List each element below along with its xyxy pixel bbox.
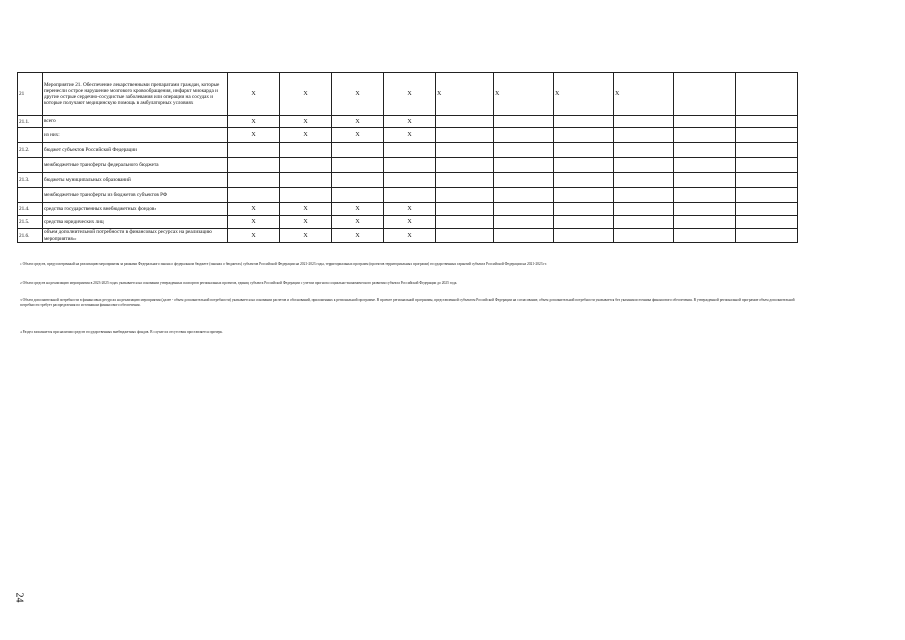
table-cell: [614, 188, 674, 203]
table-cell: [228, 158, 280, 173]
table-cell: [614, 203, 674, 216]
table-cell: [332, 173, 384, 188]
table-cell: [280, 143, 332, 158]
table-cell: X: [332, 116, 384, 128]
table-cell: [332, 158, 384, 173]
row-name-text: бюджеты муниципальных образований: [44, 176, 131, 183]
table-cell: [332, 143, 384, 158]
table-cell: [494, 229, 554, 243]
table-cell: X: [554, 73, 614, 116]
table-cell: X: [280, 73, 332, 116]
table-cell: X: [384, 229, 436, 243]
table-cell: X: [228, 229, 280, 243]
footnote-3: $^3$ Объем дополнительной потребности в финансовых ресурсах на реализацию мероприятия (далее - объем дополнительной потребности) указывается на основании расчетов и обоснований, приложенных к региональной программе. В проекте региональной программы, представленной субъектом Российской Федерации на согласование, объем дополнительной потребности указывается без указания источника финансового обеспечения. В утвержденной региональной программе объем дополнительной потребности требует распределения по источникам финансового обеспечения.: [20, 298, 795, 307]
table-cell: [736, 158, 798, 173]
table-cell: [332, 188, 384, 203]
table-cell: X: [280, 216, 332, 229]
table-cell: X: [494, 73, 554, 116]
row-name: [43, 203, 228, 216]
row-number: [18, 158, 43, 173]
table-cell: [674, 216, 736, 229]
table-cell: [436, 203, 494, 216]
row-number: 21.1.: [18, 116, 43, 128]
table-cell: [228, 188, 280, 203]
table-cell: [614, 143, 674, 158]
row-name-text: бюджет субъектов Российской Федерации: [44, 146, 137, 153]
table-cell: [614, 128, 674, 143]
table-cell: X: [228, 73, 280, 116]
table-cell: X: [228, 203, 280, 216]
table-cell: [736, 116, 798, 128]
table-cell: [554, 203, 614, 216]
row-number: 21.4.: [18, 203, 43, 216]
row-name-text: Мероприятие 21. Обеспечение лекарственными препаратами граждан, которые перенесли острое нарушение мозгового кровообращения, инфаркт миокарда и другие острые сердечно-сосудистые заболевания или операции на сосудах и которые получают медицинскую помощь в амбулаторных условиях: [44, 81, 220, 107]
table-cell: [554, 216, 614, 229]
table-cell: X: [384, 128, 436, 143]
table-cell: [554, 173, 614, 188]
table-cell: [436, 128, 494, 143]
table-cell: [736, 188, 798, 203]
row-name: [43, 73, 228, 116]
table-cell: [554, 143, 614, 158]
row-name: [43, 143, 228, 158]
row-name: [43, 188, 228, 203]
table-cell: [494, 173, 554, 188]
table-row: [18, 73, 798, 116]
table-cell: [436, 143, 494, 158]
footnote-ref: 10: [72, 236, 77, 241]
table-cell: [554, 158, 614, 173]
table-cell: X: [332, 128, 384, 143]
row-name: [43, 116, 228, 128]
table-cell: [674, 128, 736, 143]
table-row: [18, 158, 798, 173]
row-name: [43, 158, 228, 173]
table-cell: [614, 216, 674, 229]
table-row: [18, 116, 798, 128]
row-number: 21.5.: [18, 216, 43, 229]
table-cell: [674, 229, 736, 243]
table-row: [18, 173, 798, 188]
table-cell: X: [228, 216, 280, 229]
table-cell: [436, 188, 494, 203]
table-cell: [614, 158, 674, 173]
table-cell: [674, 143, 736, 158]
funding-table: [17, 72, 798, 243]
row-number: [18, 128, 43, 143]
table-cell: X: [332, 229, 384, 243]
table-cell: [280, 188, 332, 203]
table-cell: [494, 216, 554, 229]
table-cell: [436, 158, 494, 173]
table-cell: X: [280, 203, 332, 216]
row-name: [43, 216, 228, 229]
table-cell: X: [332, 203, 384, 216]
table-cell: [280, 173, 332, 188]
table-cell: X: [228, 116, 280, 128]
table-cell: [384, 173, 436, 188]
table-cell: [228, 143, 280, 158]
row-name-text: всего: [44, 118, 56, 125]
table-cell: [614, 229, 674, 243]
table-cell: [736, 216, 798, 229]
table-cell: [436, 173, 494, 188]
row-number: [18, 188, 43, 203]
table-cell: [674, 73, 736, 116]
row-name-text: объем дополнительной потребности в финансовых ресурсах на реализацию мероприятия: [44, 229, 212, 242]
table-cell: [554, 128, 614, 143]
table-cell: [494, 203, 554, 216]
row-number: 21.2.: [18, 143, 43, 158]
table-cell: [436, 229, 494, 243]
table-cell: [736, 73, 798, 116]
table-row: [18, 216, 798, 229]
table-row: [18, 203, 798, 216]
table-row: [18, 143, 798, 158]
table-cell: [384, 158, 436, 173]
table-cell: [736, 229, 798, 243]
table-cell: X: [228, 128, 280, 143]
table-row: [18, 128, 798, 143]
table-cell: [436, 216, 494, 229]
table-cell: [554, 188, 614, 203]
table-cell: [494, 128, 554, 143]
table-row: [18, 229, 798, 243]
table-cell: X: [332, 216, 384, 229]
table-cell: X: [436, 73, 494, 116]
row-name: [43, 173, 228, 188]
table-cell: [384, 143, 436, 158]
table-cell: X: [280, 116, 332, 128]
row-number: 21.6.: [18, 229, 43, 243]
table-cell: [554, 116, 614, 128]
table-cell: [736, 173, 798, 188]
table-cell: [494, 143, 554, 158]
row-name-text: межбюджетные трансферты федерального бюджета: [44, 161, 159, 168]
table-cell: [674, 173, 736, 188]
table-cell: [494, 158, 554, 173]
table-cell: [736, 128, 798, 143]
table-cell: [674, 158, 736, 173]
row-name-text: средства юридических лиц: [44, 218, 104, 225]
table-cell: [494, 188, 554, 203]
table-cell: [554, 229, 614, 243]
table-cell: [384, 188, 436, 203]
table-cell: X: [614, 73, 674, 116]
table-cell: [674, 188, 736, 203]
footnote-4: $^4$ Раздел заполняется при наличии средств государственных внебюджетных фондов. В случае их отсутствия проставляется прочерк.: [20, 330, 223, 334]
footnote-2: $^2$ Объем средств на реализацию мероприятия в 2023-2025 годах указывается на основании утвержденных паспортов региональных проектов, единиц субъекта Российской Федерации с учетом прогноза социально-экономического развития субъекта Российской Федерации до 2025 года.: [20, 281, 458, 285]
table-cell: [736, 143, 798, 158]
footnote-1: $^1$ Объем средств, предусмотренный на реализацию мероприятия за рамками Федерального закона о федеральном бюджете (законах о бюджетах) субъектов Российской Федерации на 2021-2023 годы, территориальных программ (проектов территориальных программ) государственных гарантий субъекта Российской Федерации на 2021-2023 гг.: [20, 262, 547, 266]
table-cell: [494, 116, 554, 128]
table-cell: [228, 173, 280, 188]
row-name-text: средства государственных внебюджетных фондов: [44, 205, 155, 212]
row-name-text: межбюджетные трансферты из бюджетов субъектов РФ: [44, 191, 168, 198]
row-number: 21: [18, 73, 43, 116]
table-row: [18, 188, 798, 203]
table-cell: X: [384, 116, 436, 128]
table-cell: [674, 116, 736, 128]
table-cell: X: [384, 73, 436, 116]
table-cell: [614, 173, 674, 188]
table-cell: [674, 203, 736, 216]
table-cell: [736, 203, 798, 216]
footnote-ref: 3: [154, 206, 157, 211]
table-cell: X: [280, 128, 332, 143]
table-cell: X: [384, 203, 436, 216]
table-cell: X: [332, 73, 384, 116]
table-cell: X: [384, 216, 436, 229]
table-cell: [436, 116, 494, 128]
page-number: 24: [13, 592, 25, 603]
row-name-text: из них:: [44, 131, 60, 138]
row-name: [43, 128, 228, 143]
row-name: [43, 229, 228, 243]
row-number: 21.3.: [18, 173, 43, 188]
table-cell: X: [280, 229, 332, 243]
table-cell: [614, 116, 674, 128]
table-cell: [280, 158, 332, 173]
